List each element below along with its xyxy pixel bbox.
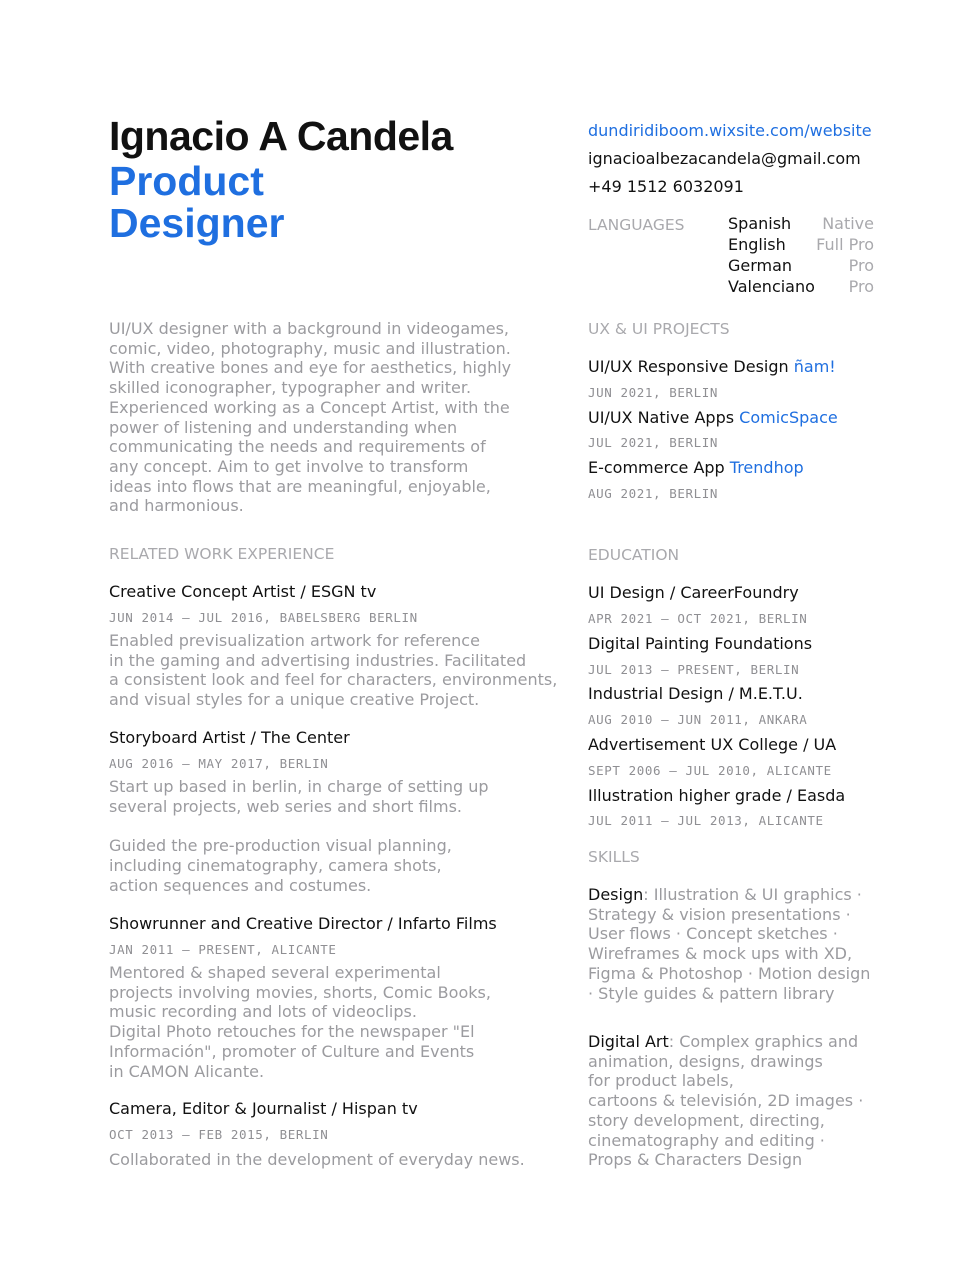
description-line: Digital Photo retouches for the newspaper "El [109, 1022, 475, 1042]
summary-line: Experienced working as a Concept Artist, with the [109, 397, 510, 417]
job-title [109, 160, 284, 244]
summary-line: With creative bones and eye for aesthetics, highly [109, 358, 512, 378]
digital-art-skills [588, 1032, 863, 1170]
job-role: Storyboard Artist / The Center [109, 728, 350, 747]
education-title: Illustration higher grade / Easda [588, 786, 846, 805]
job-title-line-2: Designer [109, 200, 285, 246]
skill-line [588, 1032, 863, 1052]
education-date: JUL 2011 – JUL 2013, ALICANTE [588, 813, 824, 828]
job-role: Showrunner and Creative Director / Infarto Films [109, 914, 497, 933]
education-date: SEPT 2006 – JUL 2010, ALICANTE [588, 763, 832, 778]
skill-line: Strategy & vision presentations · [588, 904, 851, 924]
profile-summary [109, 319, 511, 516]
skill-line: cinematography and editing · [588, 1130, 825, 1150]
summary-line: and harmonious. [109, 496, 244, 516]
education-date: JUL 2013 – PRESENT, BERLIN [588, 662, 800, 677]
project-title [588, 458, 804, 478]
experience-heading: RELATED WORK EXPERIENCE [109, 545, 335, 563]
project-name: E-commerce App [588, 458, 730, 477]
website-link[interactable]: dundiridiboom.wixsite.com/website [588, 121, 872, 140]
skill-line: Wireframes & mock ups with XD, [588, 944, 853, 964]
skill-line: Props & Characters Design [588, 1150, 803, 1170]
education-title: Industrial Design / M.E.T.U. [588, 684, 803, 703]
skill-line: animation, designs, drawings [588, 1051, 823, 1071]
job-role: Camera, Editor & Journalist / Hispan tv [109, 1099, 418, 1118]
job-description [109, 777, 489, 895]
skill-line: Figma & Photoshop · Motion design [588, 963, 871, 983]
language-level: Full Pro [816, 235, 874, 254]
description-line: including cinematography, camera shots, [109, 855, 442, 875]
education-heading: EDUCATION [588, 546, 680, 564]
language-name: English [728, 235, 786, 254]
phone-number: +49 1512 6032091 [588, 177, 744, 196]
language-name: German [728, 256, 793, 275]
project-title [588, 408, 838, 428]
design-skills [588, 885, 870, 1003]
languages-heading: LANGUAGES [588, 216, 685, 234]
project-date: JUL 2021, BERLIN [588, 435, 719, 450]
education-title: Advertisement UX College / UA [588, 735, 837, 754]
language-name: Spanish [728, 214, 792, 233]
description-line: several projects, web series and short films. [109, 796, 463, 816]
description-line: in CAMON Alicante. [109, 1061, 265, 1081]
description-line: Start up based in berlin, in charge of setting up [109, 777, 489, 796]
description-line: Guided the pre-production visual planning, [109, 836, 452, 856]
job-role: Creative Concept Artist / ESGN tv [109, 582, 377, 601]
language-name: Valenciano [728, 277, 815, 296]
skill-line: User flows · Concept sketches · [588, 924, 838, 944]
skill-line: cartoons & televisión, 2D images · [588, 1091, 864, 1111]
skill-text: : Complex graphics and [668, 1032, 859, 1051]
candidate-name: Ignacio A Candela [109, 113, 453, 159]
language-row [728, 213, 874, 234]
summary-line: ideas into flows that are meaningful, enjoyable, [109, 476, 491, 496]
description-spacer [109, 816, 489, 836]
description-line: in the gaming and advertising industries. Facilitated [109, 650, 527, 670]
language-level: Pro [848, 277, 874, 296]
summary-line: any concept. Aim to get involve to transform [109, 456, 469, 476]
description-line: Enabled previsualization artwork for reference [109, 631, 480, 650]
email-link[interactable]: ignacioalbezacandela@gmail.com [588, 149, 861, 168]
language-level: Native [822, 214, 874, 233]
project-link[interactable]: ñam! [793, 357, 836, 376]
language-row [728, 276, 874, 297]
skill-category: Design [588, 885, 644, 904]
project-link[interactable]: ComicSpace [739, 408, 838, 427]
summary-line: power of listening and understanding when [109, 417, 458, 437]
education-title: UI Design / CareerFoundry [588, 583, 799, 602]
skill-line: for product labels, [588, 1071, 734, 1091]
job-date: AUG 2016 – MAY 2017, BERLIN [109, 756, 329, 771]
project-date: AUG 2021, BERLIN [588, 486, 719, 501]
language-level: Pro [848, 256, 874, 275]
description-line: Collaborated in the development of everyday news. [109, 1150, 525, 1169]
skill-text: : Illustration & UI graphics · [643, 885, 862, 904]
description-line: projects involving movies, shorts, Comic Books, [109, 982, 491, 1002]
summary-line: comic, video, photography, music and illustration. [109, 338, 511, 358]
education-date: APR 2021 – OCT 2021, BERLIN [588, 611, 808, 626]
language-row [728, 255, 874, 276]
job-title-line-1: Product [109, 158, 264, 204]
project-name: UI/UX Native Apps [588, 408, 740, 427]
skill-line: story development, directing, [588, 1110, 825, 1130]
skill-category: Digital Art [588, 1032, 669, 1051]
skills-heading: SKILLS [588, 848, 640, 866]
projects-heading: UX & UI PROJECTS [588, 320, 730, 338]
job-date: OCT 2013 – FEB 2015, BERLIN [109, 1127, 329, 1142]
education-title: Digital Painting Foundations [588, 634, 813, 653]
description-line: and visual styles for a unique creative Project. [109, 690, 480, 710]
job-description [109, 631, 557, 710]
description-line: Mentored & shaped several experimental [109, 963, 441, 982]
languages-list [728, 213, 874, 303]
description-line: Información", promoter of Culture and Events [109, 1041, 475, 1061]
job-description [109, 963, 491, 1081]
project-name: UI/UX Responsive Design [588, 357, 794, 376]
job-description [109, 1150, 525, 1170]
description-line: a consistent look and feel for characters, environments, [109, 670, 558, 690]
job-date: JUN 2014 – JUL 2016, BABELSBERG BERLIN [109, 610, 418, 625]
description-line: music recording and lots of videoclips. [109, 1002, 417, 1022]
project-link[interactable]: Trendhop [729, 458, 804, 477]
summary-line: UI/UX designer with a background in videogames, [109, 319, 509, 338]
skill-line: · Style guides & pattern library [588, 983, 835, 1003]
description-line: action sequences and costumes. [109, 875, 372, 895]
job-date: JAN 2011 – PRESENT, ALICANTE [109, 942, 337, 957]
education-date: AUG 2010 – JUN 2011, ANKARA [588, 712, 808, 727]
contact-block [588, 117, 872, 201]
language-row [728, 234, 874, 255]
summary-line: communicating the needs and requirements of [109, 437, 486, 457]
summary-line: skilled iconographer, typographer and writer. [109, 378, 472, 398]
skill-line [588, 885, 870, 905]
project-date: JUN 2021, BERLIN [588, 385, 719, 400]
project-title [588, 357, 836, 377]
